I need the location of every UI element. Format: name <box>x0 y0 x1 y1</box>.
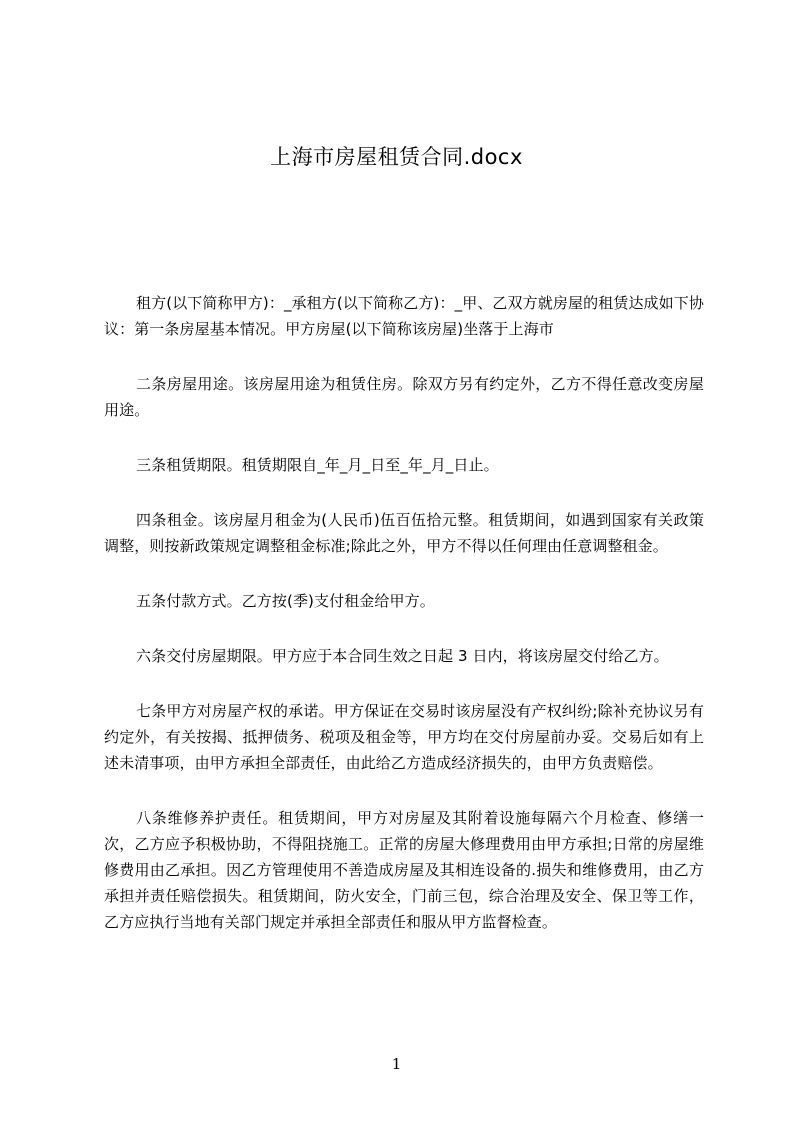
clause-paragraph-8: 八条维修养护责任。租赁期间，甲方对房屋及其附着设施每隔六个月检查、修缮一次，乙方应予积极协助，不得阻挠施工。正常的房屋大修理费用由甲方承担;日常的房屋维修费用由乙承担。因乙方管理使用不善造成房屋及其相连设备的.损失和维修费用，由乙方承担并责任赔偿损失。租赁期间，防火安全，门前三包，综合治理及安全、保卫等工作，乙方应执行当地有关部门规定并承担全部责任和服从甲方监督检查。 <box>104 809 704 931</box>
clause-paragraph-4: 四条租金。该房屋月租金为(人民币)伍百伍拾元整。租赁期间，如遇到国家有关政策调整，则按新政策规定调整租金标准;除此之外，甲方不得以任何理由任意调整租金。 <box>104 511 704 555</box>
clause-paragraph-1: 租方(以下简称甲方)：_承租方(以下简称乙方)：_甲、乙双方就房屋的租赁达成如下协议：第一条房屋基本情况。甲方房屋(以下简称该房屋)坐落于上海市 <box>104 294 704 338</box>
clause-paragraph-6: 六条交付房屋期限。甲方应于本合同生效之日起 3 日内，将该房屋交付给乙方。 <box>136 647 669 665</box>
clause-paragraph-7: 七条甲方对房屋产权的承诺。甲方保证在交易时该房屋没有产权纠纷;除补充协议另有约定外，有关按揭、抵押债务、税项及租金等，甲方均在交付房屋前办妥。交易后如有上述未清事项，由甲方承担全部责任，由此给乙方造成经济损失的，由甲方负责赔偿。 <box>104 702 704 772</box>
clause-paragraph-2: 二条房屋用途。该房屋用途为租赁住房。除双方另有约定外，乙方不得任意改变房屋用途。 <box>104 375 704 419</box>
document-title: 上海市房屋租赁合同.docx <box>270 145 523 169</box>
clause-paragraph-3: 三条租赁期限。租赁期限自_年_月_日至_年_月_日止。 <box>136 456 499 474</box>
page-number: 1 <box>391 1055 402 1073</box>
document-body <box>104 290 704 964</box>
clause-paragraph-5: 五条付款方式。乙方按(季)支付租金给甲方。 <box>136 592 435 610</box>
